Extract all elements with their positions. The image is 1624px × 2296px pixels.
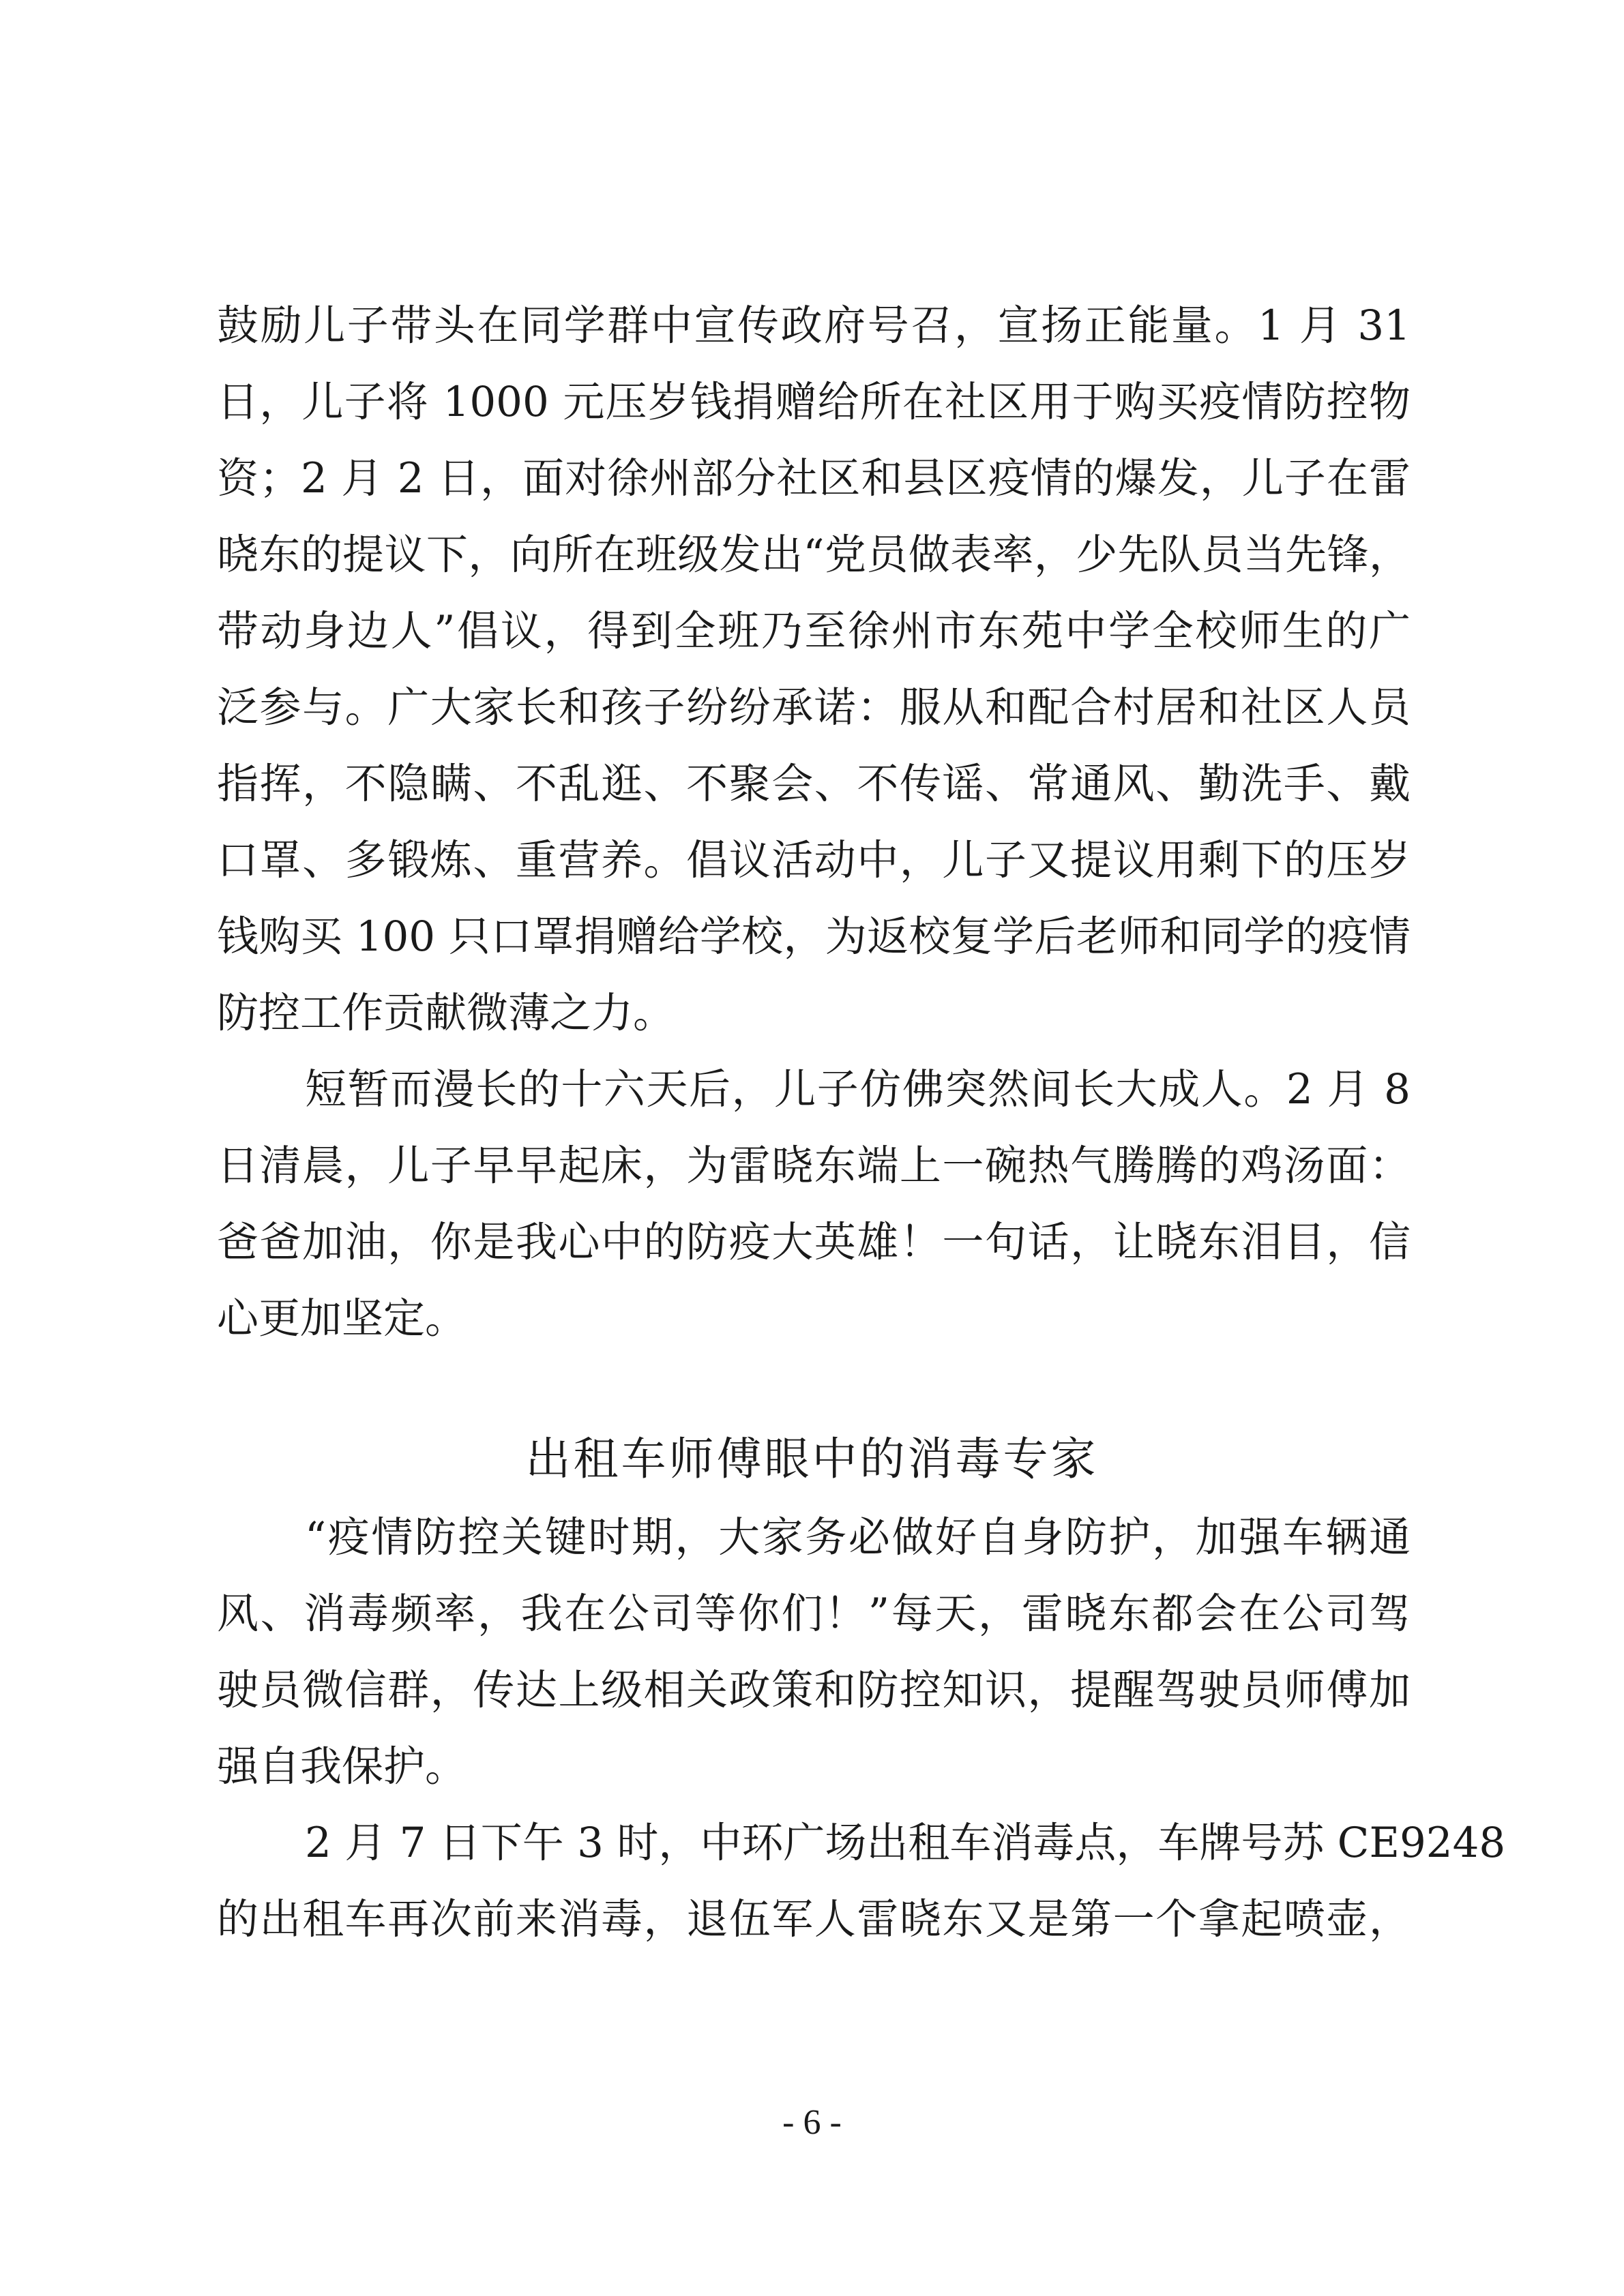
paragraph-3-line-3: 驶员微信群，传达上级相关政策和防控知识，提醒驾驶员师傅加 — [217, 1666, 1411, 1714]
paragraph-2-line-3: 爸爸加油，你是我心中的防疫大英雄！一句话，让晓东泪目，信 — [217, 1218, 1411, 1266]
paragraph-1-line-5: 带动身边人”倡议，得到全班乃至徐州市东苑中学全校师生的广 — [217, 607, 1411, 655]
paragraph-1-line-9: 钱购买 100 只口罩捐赠给学校，为返校复学后老师和同学的疫情 — [217, 912, 1411, 961]
paragraph-3-line-2: 风、消毒频率，我在公司等你们！”每天，雷晓东都会在公司驾 — [217, 1590, 1411, 1638]
paragraph-1-line-10: 防控工作贡献微薄之力。 — [217, 989, 675, 1037]
paragraph-1-line-7: 指挥，不隐瞒、不乱逛、不聚会、不传谣、常通风、勤洗手、戴 — [217, 760, 1411, 808]
paragraph-4-line-2: 的出租车再次前来消毒，退伍军人雷晓东又是第一个拿起喷壶， — [217, 1895, 1411, 1943]
section-title: 出租车师傅眼中的消毒专家 — [525, 1433, 1099, 1485]
paragraph-1-line-8: 口罩、多锻炼、重营养。倡议活动中，儿子又提议用剩下的压岁 — [217, 836, 1411, 884]
paragraph-2-line-4: 心更加坚定。 — [217, 1294, 467, 1343]
paragraph-3-line-4: 强自我保护。 — [217, 1742, 467, 1791]
paragraph-2-line-1: 短暂而漫长的十六天后，儿子仿佛突然间长大成人。2 月 8 — [305, 1065, 1411, 1114]
page-number: - 6 - — [782, 2103, 842, 2142]
paragraph-1-line-4: 晓东的提议下，向所在班级发出“党员做表率，少先队员当先锋， — [217, 531, 1411, 579]
paragraph-4-line-1: 2 月 7 日下午 3 时，中环广场出租车消毒点，车牌号苏 CE9248 — [305, 1819, 1506, 1867]
paragraph-1-line-3: 资；2 月 2 日，面对徐州部分社区和县区疫情的爆发，儿子在雷 — [217, 454, 1411, 503]
paragraph-1-line-6: 泛参与。广大家长和孩子纷纷承诺：服从和配合村居和社区人员 — [217, 683, 1411, 732]
paragraph-1-line-2: 日，儿子将 1000 元压岁钱捐赠给所在社区用于购买疫情防控物 — [217, 378, 1411, 426]
paragraph-3-line-1: “疫情防控关键时期，大家务必做好自身防护，加强车辆通 — [305, 1513, 1411, 1562]
paragraph-2-line-2: 日清晨，儿子早早起床，为雷晓东端上一碗热气腾腾的鸡汤面： — [217, 1142, 1411, 1190]
paragraph-1-line-1: 鼓励儿子带头在同学群中宣传政府号召，宣扬正能量。1 月 31 — [217, 301, 1411, 350]
